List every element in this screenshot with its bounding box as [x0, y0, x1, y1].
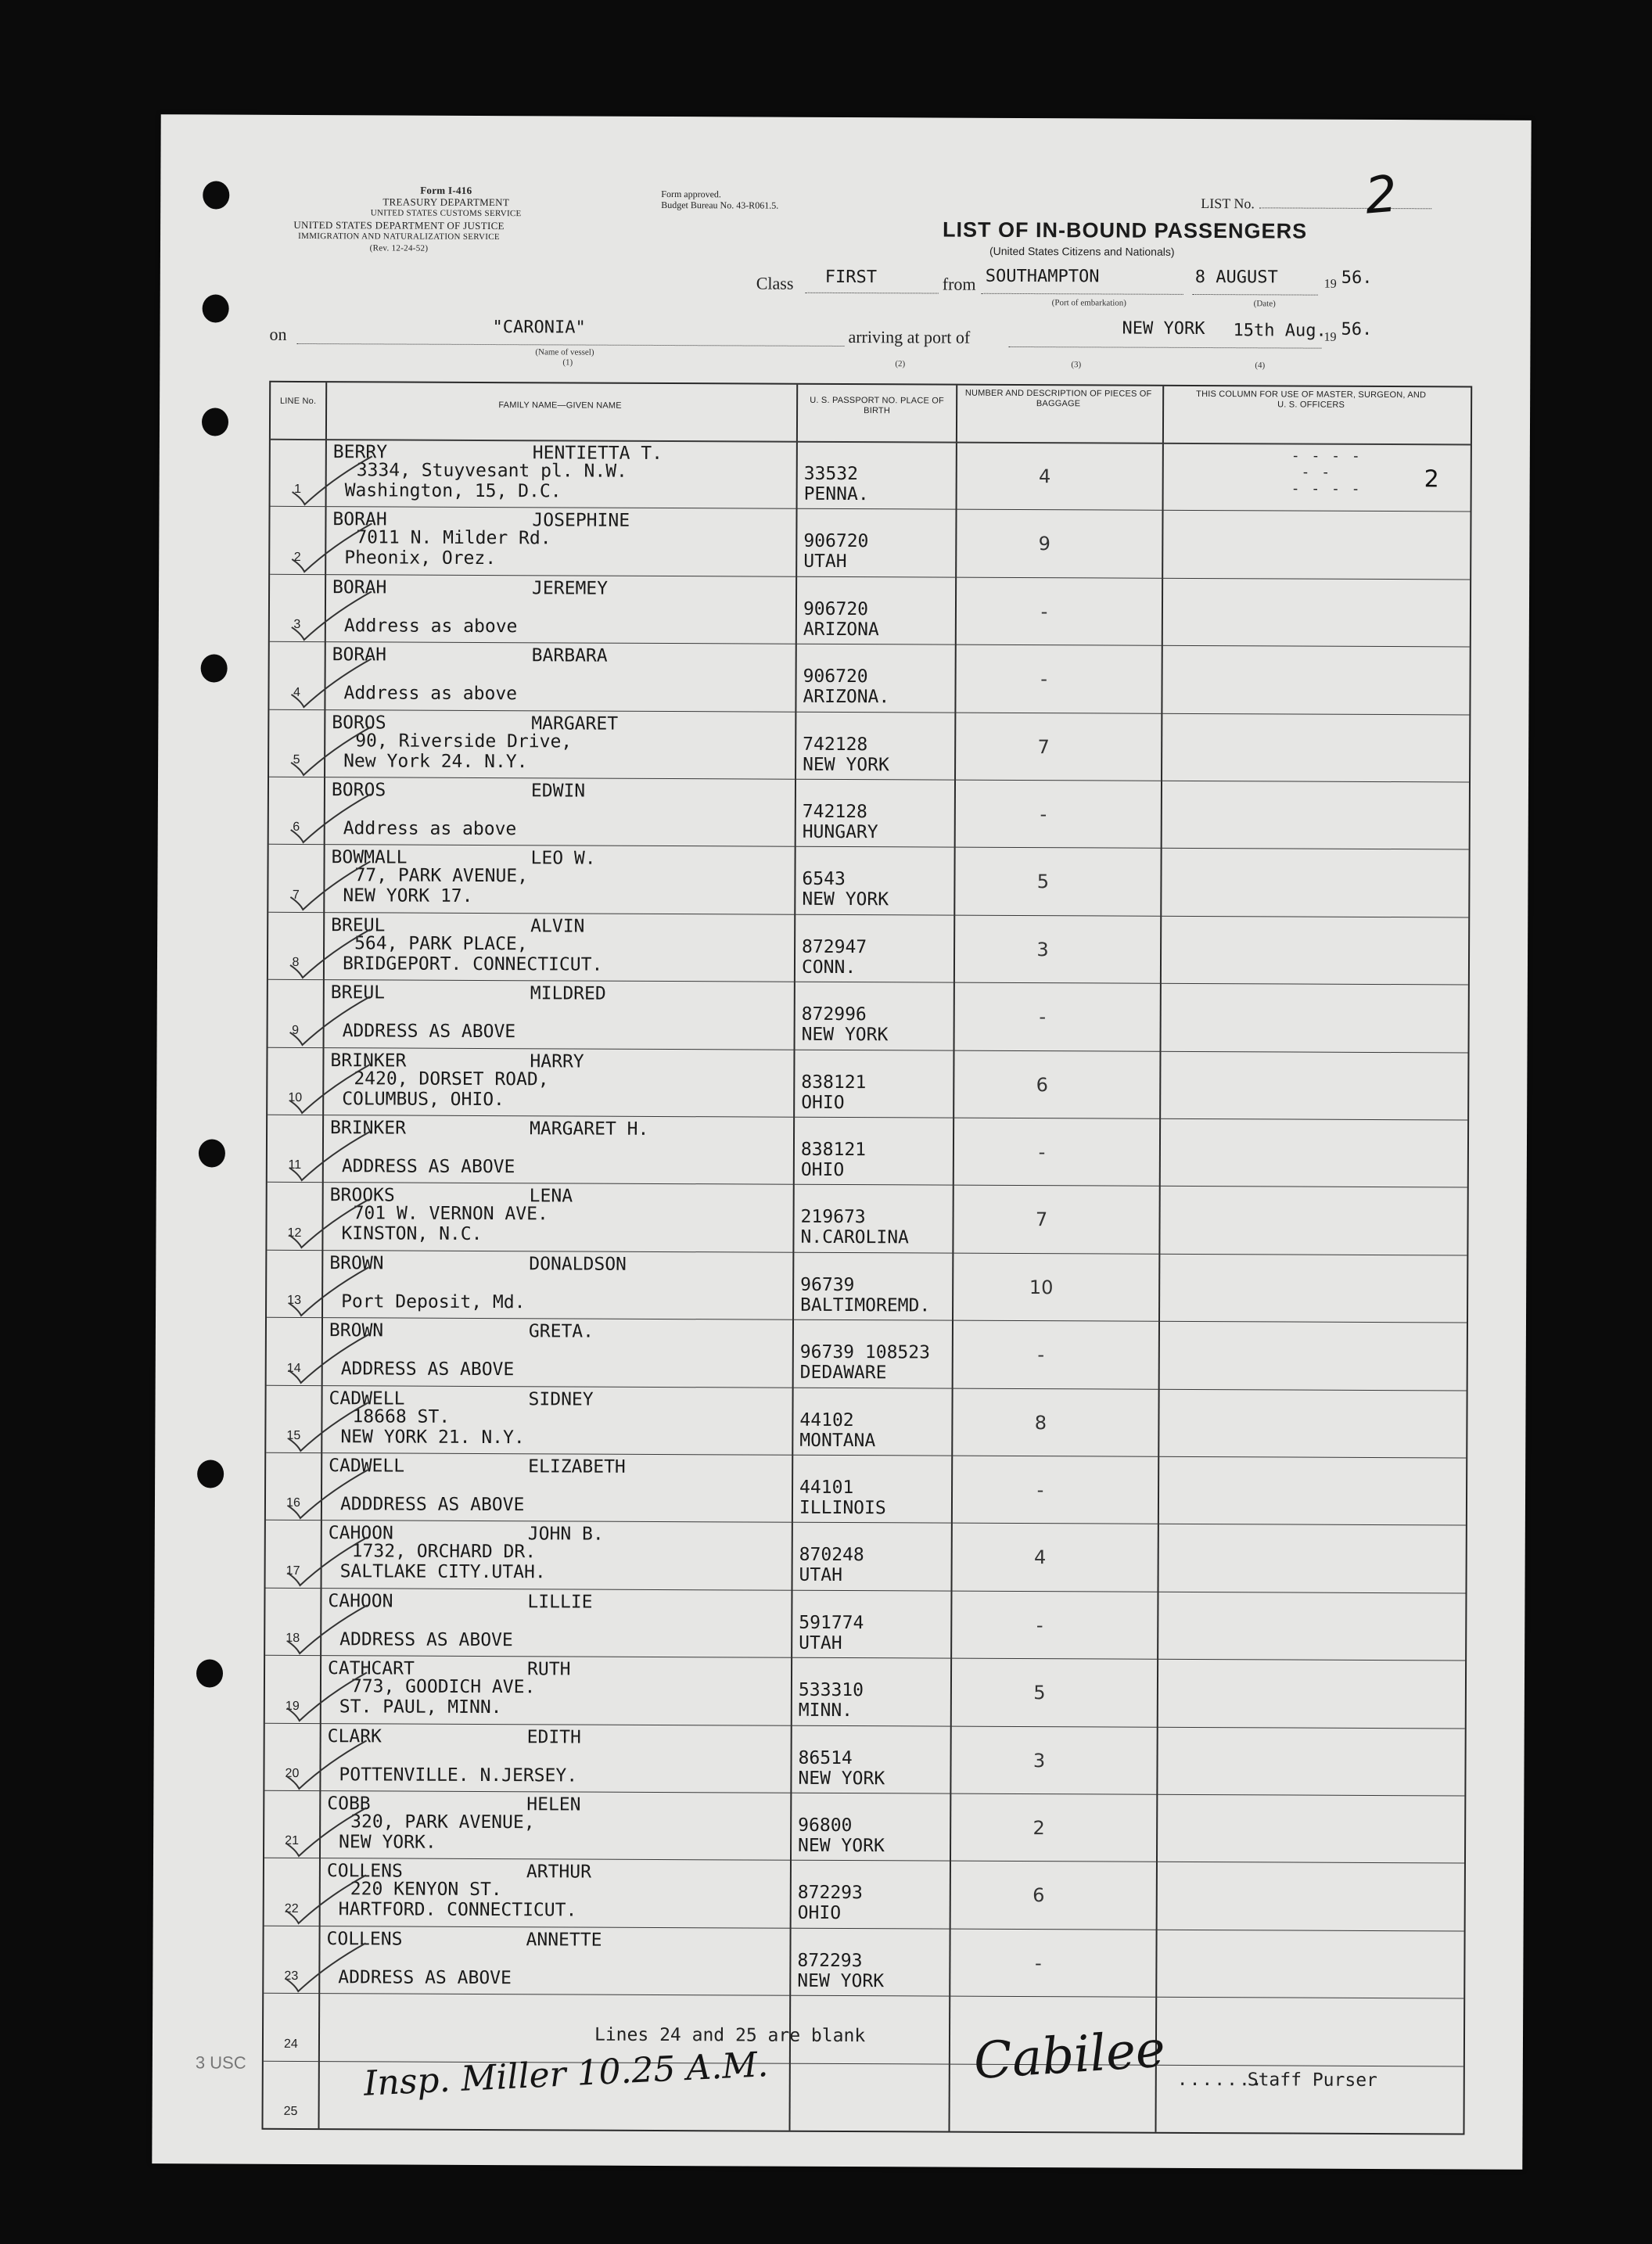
given-name: EDWIN — [530, 781, 586, 802]
col-header-passport: U. S. PASSPORT NO. PLACE OF BIRTH — [810, 395, 944, 416]
check-mark-icon — [285, 649, 379, 713]
baggage-count: 4 — [1039, 465, 1051, 488]
place-of-birth: NEW YORK — [803, 754, 889, 775]
passport-number: 6543 — [802, 869, 846, 890]
place-of-birth: UTAH — [803, 551, 847, 573]
family-name: CADWELL — [329, 1456, 405, 1477]
given-name: ANNETTE — [526, 1930, 602, 1951]
baggage-count: 2 — [1032, 1817, 1045, 1840]
address-line-2: ADDRESS AS ABOVE — [339, 1629, 513, 1650]
place-of-birth: CONN. — [801, 957, 857, 978]
line-number: 7 — [292, 888, 300, 902]
baggage-count: - — [1036, 1614, 1043, 1636]
address-line-1: 320, PARK AVENUE, — [350, 1811, 535, 1833]
given-name: ALVIN — [530, 916, 585, 937]
family-name: BRINKER — [330, 1050, 407, 1072]
place-of-birth: ILLINOIS — [799, 1497, 886, 1519]
family-name: BREUL — [330, 982, 386, 1004]
table-row — [271, 439, 1471, 512]
punch-hole — [196, 1659, 223, 1687]
baggage-count: 7 — [1037, 735, 1050, 758]
table-row — [267, 1250, 1467, 1323]
line-number: 11 — [288, 1158, 302, 1172]
place-of-birth: N.CAROLINA — [800, 1227, 910, 1248]
address-line-2: NEW YORK 17. — [343, 885, 473, 907]
line-number: 19 — [285, 1699, 300, 1713]
baggage-count: - — [1040, 803, 1047, 826]
given-name: MILDRED — [530, 983, 606, 1004]
address-line-2: BRIDGEPORT. CONNECTICUT. — [342, 953, 603, 975]
line-number: 23 — [284, 1969, 299, 1984]
passport-number: 533310 — [798, 1679, 864, 1701]
arrival-year: 56. — [1341, 319, 1373, 339]
given-name: EDITH — [526, 1726, 581, 1748]
check-mark-icon — [282, 1460, 375, 1524]
family-name: CAHOON — [328, 1590, 393, 1612]
family-name: CAHOON — [328, 1523, 393, 1544]
check-mark-icon — [281, 1528, 375, 1591]
form-id: Form I-416 — [420, 184, 472, 196]
place-of-birth: OHIO — [801, 1092, 845, 1113]
passport-number: 838121 — [800, 1139, 867, 1161]
passport-number: 86514 — [798, 1747, 853, 1768]
approval-note — [661, 188, 778, 211]
address-line-2: ADDRESS AS ABOVE — [340, 1359, 515, 1381]
place-of-birth: DEDAWARE — [799, 1362, 887, 1384]
given-name: ELIZABETH — [528, 1456, 626, 1477]
arrival-year-prefix: 19 — [1323, 330, 1337, 344]
table-row — [268, 912, 1468, 985]
check-mark-icon — [282, 1325, 376, 1388]
address-line-1: 701 W. VERNON AVE. — [353, 1203, 548, 1225]
embarkation-caption: (Port of embarkation) — [1051, 298, 1127, 308]
table-row — [269, 777, 1469, 849]
family-name: BROWN — [329, 1320, 384, 1341]
passport-number: 96800 — [798, 1815, 853, 1836]
family-name: BRINKER — [330, 1118, 407, 1139]
check-mark-icon — [286, 447, 380, 510]
baggage-count: 3 — [1032, 1749, 1046, 1772]
line-number: 10 — [288, 1090, 303, 1104]
place-of-birth: HUNGARY — [802, 821, 878, 843]
line-number: 20 — [285, 1766, 300, 1780]
passport-number: 906720 — [803, 598, 869, 619]
vessel-caption: (Name of vessel) — [535, 347, 594, 357]
line-number: 14 — [286, 1361, 301, 1375]
address-line-2: NEW YORK. — [339, 1832, 436, 1853]
dept-justice-sub: IMMIGRATION AND NATURALIZATION SERVICE — [298, 231, 500, 242]
embarkation-year: 56. — [1341, 267, 1373, 288]
address-line-2: SALTLAKE CITY.UTAH. — [339, 1561, 546, 1583]
table-row — [264, 1722, 1464, 1795]
line-number: 1 — [294, 483, 302, 497]
place-of-birth: NEW YORK — [798, 1835, 885, 1857]
address-line-2: New York 24. N.Y. — [343, 750, 528, 772]
given-name: HENTIETTA T. — [532, 443, 663, 464]
given-name: HELEN — [526, 1794, 581, 1815]
baggage-count: 6 — [1036, 1073, 1049, 1096]
family-name: BOROS — [331, 780, 386, 801]
embarkation-date: 8 AUGUST — [1194, 267, 1278, 288]
purser-signature: Cabilee — [971, 2020, 1167, 2091]
passport-number: 219673 — [800, 1207, 866, 1228]
date-caption: (Date) — [1253, 299, 1276, 309]
address-line-2: Pheonix, Orez. — [344, 548, 497, 569]
line-number: 3 — [293, 618, 301, 632]
address-line-2: Address as above — [343, 616, 518, 637]
passport-number: 872947 — [802, 936, 867, 957]
line-number: 25 — [283, 2104, 298, 2118]
year-prefix: 19 — [1323, 277, 1337, 291]
address-line-2: COLUMBUS, OHIO. — [342, 1088, 505, 1110]
address-line-1: 77, PARK AVENUE, — [354, 865, 529, 887]
line-number: 22 — [284, 1901, 299, 1915]
table-row — [266, 1384, 1466, 1457]
approval-line: Form approved. — [661, 188, 721, 200]
passport-number: 96739 108523 — [799, 1341, 931, 1363]
family-name: BOWMALL — [331, 847, 408, 868]
table-row — [264, 1790, 1464, 1863]
punch-hole — [199, 1139, 225, 1167]
line-number: 16 — [286, 1496, 300, 1510]
usc-stamp: 3 USC — [195, 2052, 246, 2073]
given-name: LEO W. — [530, 848, 596, 870]
check-mark-icon — [282, 1190, 376, 1253]
passport-number: 872996 — [801, 1004, 867, 1025]
dept-justice: UNITED STATES DEPARTMENT OF JUSTICE — [293, 218, 505, 232]
passenger-table — [261, 381, 1472, 2135]
family-name: BOROS — [332, 712, 386, 734]
address-line-1: 773, GOODICH AVE. — [350, 1676, 536, 1698]
passport-number: 96739 — [800, 1274, 855, 1295]
baggage-count: 4 — [1033, 1546, 1047, 1569]
dept-treasury-sub: UNITED STATES CUSTOMS SERVICE — [370, 208, 522, 219]
passport-number: 33532 — [803, 463, 859, 485]
table-row — [266, 1452, 1466, 1525]
given-name: BARBARA — [531, 645, 608, 666]
line-number: 18 — [286, 1632, 300, 1646]
passport-number: 872293 — [797, 1883, 863, 1904]
place-of-birth: MONTANA — [799, 1430, 876, 1451]
dept-treasury: TREASURY DEPARTMENT — [382, 196, 510, 209]
check-mark-icon — [286, 514, 379, 577]
col-num-2: (2) — [895, 359, 906, 369]
class-label: Class — [756, 273, 794, 293]
arrival-date: 15th Aug. — [1233, 321, 1327, 341]
family-name: BORAH — [332, 644, 387, 666]
family-name: COLLENS — [326, 1928, 403, 1950]
given-name: GRETA. — [528, 1321, 594, 1342]
address-line-2: Address as above — [343, 818, 517, 840]
manifest-page — [152, 114, 1531, 2170]
line-number: 8 — [292, 956, 300, 970]
line-number: 17 — [286, 1564, 300, 1578]
check-mark-icon — [280, 1730, 374, 1793]
given-name: MARGARET — [531, 713, 619, 734]
address-line-1: 18668 ST. — [352, 1406, 451, 1427]
place-of-birth: UTAH — [799, 1565, 843, 1586]
family-name: CATHCART — [327, 1658, 415, 1679]
address-line-1: 7011 N. Milder Rd. — [356, 527, 551, 549]
baggage-count: 8 — [1034, 1411, 1047, 1434]
punch-hole — [197, 1459, 224, 1488]
check-mark-icon — [279, 1933, 373, 1997]
punch-hole — [201, 654, 228, 682]
address-line-2: ADDDRESS AS ABOVE — [339, 1494, 525, 1516]
baggage-count: - — [1040, 668, 1047, 691]
table-row — [265, 1588, 1465, 1661]
punch-hole — [203, 294, 229, 322]
baggage-count: - — [1039, 1006, 1047, 1029]
check-mark-icon — [284, 920, 378, 983]
passport-number: 838121 — [801, 1072, 867, 1093]
given-name: HARRY — [530, 1050, 584, 1072]
col-num-4: (4) — [1255, 361, 1266, 371]
line-number: 13 — [287, 1294, 302, 1308]
given-name: LILLIE — [527, 1592, 593, 1613]
place-of-birth: ARIZONA. — [803, 686, 890, 708]
passport-number: 44101 — [799, 1477, 854, 1499]
baggage-count: - — [1040, 600, 1048, 623]
arrival-port: NEW YORK — [1122, 318, 1205, 339]
line-number: 2 — [293, 550, 301, 564]
check-mark-icon — [284, 987, 378, 1050]
check-mark-icon — [282, 1258, 376, 1321]
staff-purser-label: Staff Purser — [1247, 2070, 1377, 2091]
check-mark-icon — [284, 852, 378, 915]
page-title: LIST OF IN-BOUND PASSENGERS — [943, 217, 1308, 243]
address-line-1: 1732, ORCHARD DR. — [351, 1541, 537, 1563]
given-name: JEREMEY — [532, 578, 609, 599]
vessel-name: "CARONIA" — [492, 318, 586, 338]
address-line-2: POTTENVILLE. N.JERSEY. — [339, 1764, 578, 1786]
family-name: BROWN — [329, 1252, 384, 1274]
baggage-count: - — [1037, 1344, 1045, 1366]
table-row — [266, 1520, 1466, 1592]
place-of-birth: BALTIMOREMD. — [800, 1294, 931, 1316]
list-number-label: LIST No. — [1201, 195, 1255, 212]
address-line-1: 2420, DORSET ROAD, — [354, 1068, 549, 1090]
table-row — [269, 641, 1469, 714]
baggage-count: - — [1038, 1141, 1046, 1164]
family-name: BROOKS — [329, 1185, 395, 1206]
place-of-birth: NEW YORK — [797, 1970, 885, 1992]
baggage-count: 3 — [1036, 938, 1049, 960]
place-of-birth: UTAH — [799, 1632, 842, 1653]
address-line-2: Port Deposit, Md. — [341, 1291, 526, 1313]
family-name: BORAH — [332, 509, 387, 530]
port-of-embarkation: SOUTHAMPTON — [985, 266, 1100, 287]
address-line-1: 3334, Stuyvesant pl. N.W. — [356, 460, 627, 482]
blank-lines-note: Lines 24 and 25 are blank — [594, 2024, 866, 2047]
signature-dots: ....... — [1176, 2069, 1264, 2091]
col-header-baggage: NUMBER AND DESCRIPTION OF PIECES OF BAGGAGE — [964, 388, 1152, 409]
col-num-1: (1) — [562, 357, 573, 368]
place-of-birth: NEW YORK — [802, 889, 889, 910]
table-row — [267, 1317, 1467, 1390]
address-line-2: Address as above — [343, 683, 518, 705]
address-line-2: ADDRESS AS ABOVE — [342, 1021, 516, 1043]
family-name: COBB — [327, 1793, 371, 1815]
place-of-birth: OHIO — [797, 1903, 842, 1924]
table-row — [265, 1655, 1465, 1728]
line-number: 21 — [285, 1834, 300, 1848]
family-name: CADWELL — [329, 1388, 405, 1409]
baggage-count: 7 — [1035, 1208, 1048, 1231]
budget-bureau-line: Budget Bureau No. 43-R061.5. — [661, 199, 779, 211]
address-line-2: KINSTON, N.C. — [341, 1223, 483, 1245]
col-num-3: (3) — [1071, 360, 1082, 370]
passport-number: 906720 — [803, 531, 869, 552]
address-line-2: ST. PAUL, MINN. — [339, 1696, 502, 1718]
address-line-2: ADDRESS AS ABOVE — [341, 1156, 515, 1178]
family-name: BREUL — [331, 914, 386, 936]
address-line-2: HARTFORD. CONNECTICUT. — [338, 1899, 577, 1921]
line-number: 9 — [292, 1023, 300, 1037]
baggage-count: 5 — [1036, 871, 1050, 893]
place-of-birth: NEW YORK — [801, 1024, 889, 1046]
passport-number: 870248 — [799, 1545, 864, 1566]
check-mark-icon — [280, 1865, 374, 1929]
check-mark-icon — [282, 1392, 375, 1456]
table-row — [264, 1926, 1463, 1998]
given-name: JOSEPHINE — [532, 510, 630, 532]
passport-number: 906720 — [803, 666, 868, 688]
given-name: LENA — [529, 1186, 573, 1207]
punch-hole — [202, 408, 228, 436]
table-row — [270, 506, 1470, 579]
address-line-2: ADDRESS AS ABOVE — [338, 1966, 512, 1988]
table-row — [264, 1858, 1464, 1930]
officer-dashes: - - - - - - - - - - — [1291, 447, 1362, 497]
line-number: 6 — [293, 820, 300, 835]
class-value: FIRST — [824, 267, 878, 288]
table-row — [268, 1047, 1467, 1119]
baggage-count: 5 — [1033, 1682, 1046, 1704]
place-of-birth: MINN. — [798, 1700, 853, 1722]
check-mark-icon — [281, 1663, 375, 1726]
line-number: 24 — [284, 2037, 298, 2051]
table-row — [270, 574, 1470, 647]
family-name: CLARK — [327, 1725, 382, 1747]
passport-number: 44102 — [799, 1409, 854, 1431]
table-row — [269, 709, 1469, 781]
place-of-birth: OHIO — [800, 1159, 845, 1181]
officer-mark: 2 — [1424, 465, 1439, 494]
given-name: DONALDSON — [529, 1254, 627, 1275]
baggage-count: - — [1036, 1479, 1044, 1502]
table-row — [268, 844, 1468, 917]
line-number: 15 — [286, 1428, 301, 1442]
on-label: on — [269, 324, 287, 344]
check-mark-icon — [285, 716, 379, 780]
passport-number: 872293 — [797, 1950, 863, 1971]
baggage-count: - — [1035, 1951, 1042, 1974]
family-name: COLLENS — [326, 1861, 403, 1882]
baggage-count: 6 — [1032, 1884, 1045, 1907]
punch-hole — [203, 181, 229, 209]
place-of-birth: NEW YORK — [798, 1768, 885, 1789]
page-subtitle: (United States Citizens and Nationals) — [989, 244, 1175, 258]
line-number: 5 — [293, 752, 300, 767]
check-mark-icon — [285, 785, 379, 848]
family-name: BORAH — [332, 576, 387, 598]
check-mark-icon — [283, 1054, 377, 1118]
form-revision: (Rev. 12-24-52) — [369, 243, 429, 253]
given-name: SIDNEY — [528, 1388, 594, 1410]
place-of-birth: ARIZONA — [803, 619, 879, 640]
baggage-count: 10 — [1029, 1276, 1054, 1298]
arriving-label: arriving at port of — [848, 327, 971, 347]
check-mark-icon — [280, 1798, 374, 1862]
passport-number: 591774 — [799, 1612, 864, 1633]
table-row — [267, 1182, 1467, 1255]
family-name: BERRY — [332, 442, 388, 463]
line-number: 4 — [293, 685, 300, 699]
line-number: 12 — [287, 1226, 302, 1240]
passport-number: 742128 — [803, 734, 868, 755]
baggage-count: 9 — [1038, 533, 1051, 555]
from-label: from — [942, 274, 976, 294]
table-row — [268, 979, 1468, 1052]
list-number-value: 2 — [1363, 165, 1399, 226]
address-line-1: 90, Riverside Drive, — [355, 730, 573, 752]
given-name: RUTH — [526, 1659, 571, 1680]
address-line-1: 564, PARK PLACE, — [354, 933, 528, 955]
passport-number: 742128 — [802, 801, 867, 823]
department-header — [274, 184, 524, 255]
address-line-2: Washington, 15, D.C. — [344, 480, 562, 502]
address-line-1: 220 KENYON ST. — [350, 1879, 502, 1901]
inspector-handwritten-note: Insp. Miller 10.25 A.M. — [362, 2045, 770, 2104]
check-mark-icon — [286, 582, 379, 645]
col-header-name: FAMILY NAME—GIVEN NAME — [498, 400, 622, 411]
col-header-officers: THIS COLUMN FOR USE OF MASTER, SURGEON, AND U. S. OFFICERS — [1196, 389, 1427, 410]
given-name: MARGARET H. — [530, 1118, 649, 1140]
given-name: ARTHUR — [526, 1862, 592, 1883]
given-name: JOHN B. — [527, 1524, 604, 1546]
check-mark-icon — [283, 1122, 377, 1186]
address-line-2: NEW YORK 21. N.Y. — [340, 1426, 525, 1448]
check-mark-icon — [281, 1596, 375, 1659]
place-of-birth: PENNA. — [803, 483, 869, 505]
table-row — [268, 1115, 1467, 1187]
col-header-line: LINE No. — [279, 396, 317, 407]
